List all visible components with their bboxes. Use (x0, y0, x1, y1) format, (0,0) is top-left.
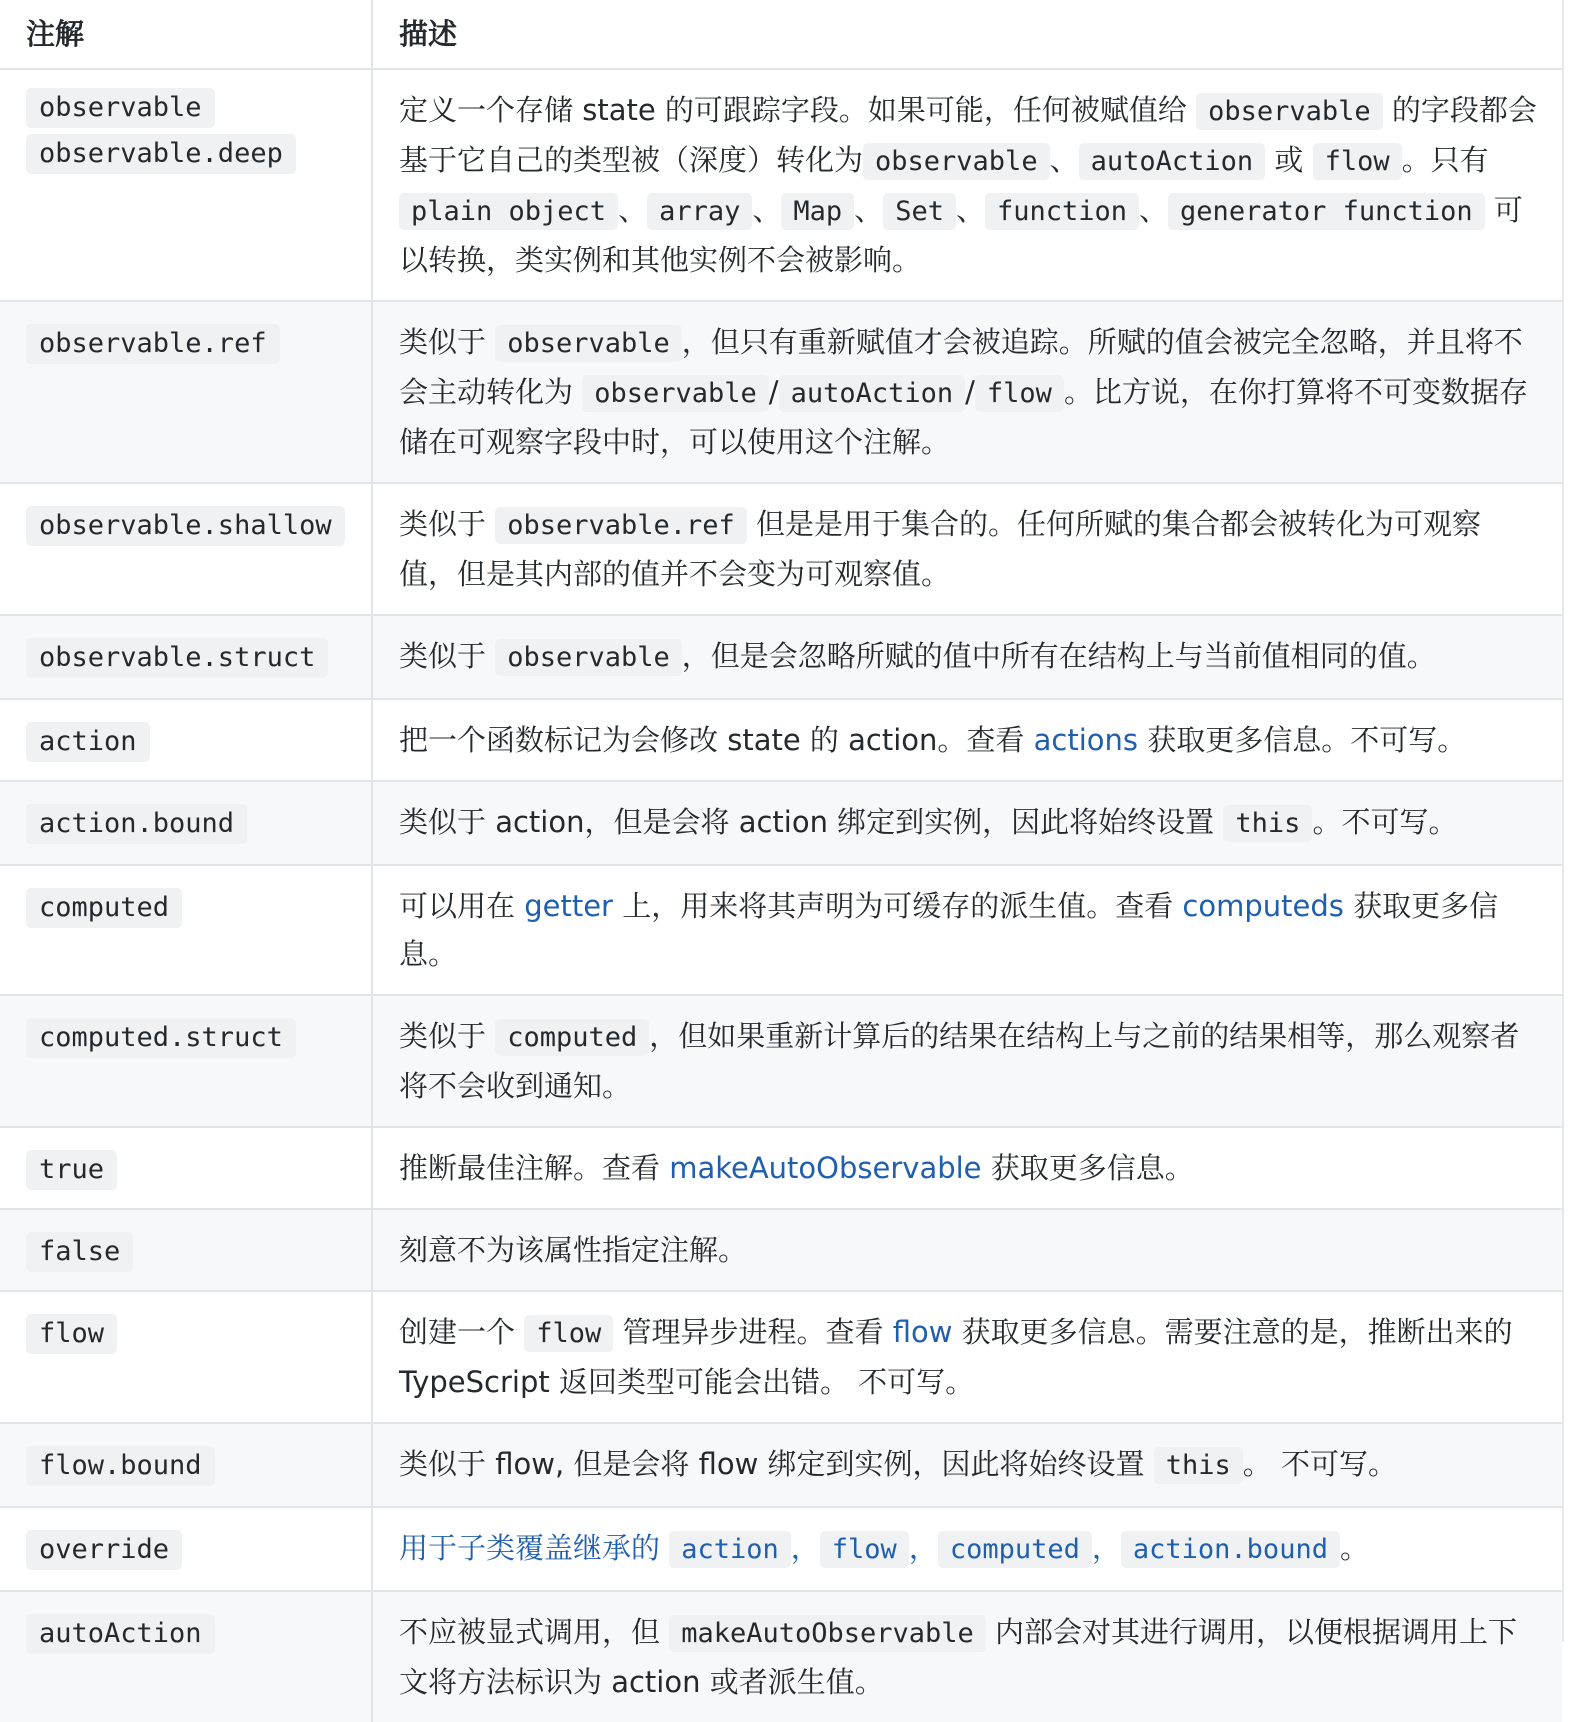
annotation-cell (0, 995, 372, 1127)
annotation-cell (0, 1291, 372, 1423)
inline-code: function (985, 193, 1139, 230)
inline-code: autoAction (1079, 143, 1266, 180)
computeds-link[interactable]: computeds (1182, 889, 1344, 923)
table-row (0, 483, 1562, 615)
desc-text: 可以用在 (399, 889, 525, 923)
description-cell (372, 483, 1562, 615)
table-row (0, 69, 1562, 301)
annotation-code: autoAction (26, 1614, 215, 1654)
table-row (0, 1127, 1562, 1209)
table-row (0, 301, 1562, 483)
annotation-cell (0, 1423, 372, 1507)
desc-text: / (965, 375, 975, 409)
link-text: ， (1091, 1531, 1121, 1565)
desc-text: 不应被显式调用，但 (399, 1615, 670, 1649)
annotation-code: observable (26, 88, 215, 128)
inline-code: Set (883, 193, 956, 230)
inline-code: observable.ref (495, 507, 747, 544)
inline-code: computed (495, 1019, 649, 1056)
flow-link[interactable]: flow (892, 1315, 953, 1349)
annotation-code: false (26, 1232, 133, 1272)
desc-text: / (768, 375, 779, 409)
inline-code: observable (495, 325, 682, 362)
inline-code: autoAction (779, 375, 966, 412)
annotation-cell (0, 865, 372, 995)
override-link[interactable] (399, 1531, 1340, 1565)
desc-text: 内部会对其进行调用，以便根据调用上下文将方法标识为 action 或者派生值。 (399, 1615, 1518, 1699)
desc-text: 、 (854, 193, 884, 227)
desc-text: 推断最佳注解。查看 (399, 1151, 670, 1185)
desc-text: 获取更多信息。 (399, 889, 1499, 971)
desc-text: 的字段都会基于它自己的类型被（深度）转化为 (399, 93, 1537, 177)
inline-code: flow (1313, 143, 1402, 180)
desc-text: 获取更多信息。 (981, 1151, 1194, 1185)
desc-text: 或 (1265, 143, 1313, 177)
desc-text: 创建一个 (399, 1315, 525, 1349)
annotation-cell (0, 1209, 372, 1291)
inline-code: this (1154, 1447, 1243, 1484)
description-cell (372, 1291, 1562, 1423)
table-row (0, 1591, 1562, 1722)
desc-text: 类似于 action，但是会将 action 绑定到实例，因此将始终设置 (399, 805, 1224, 839)
table-row (0, 699, 1562, 781)
annotation-cell (0, 615, 372, 699)
table-row (0, 1291, 1562, 1423)
desc-text: 获取更多信息。需要注意的是，推断出来的 TypeScript 返回类型可能会出错。 不可写。 (399, 1315, 1513, 1399)
makeautoobservable-link[interactable]: makeAutoObservable (669, 1151, 982, 1185)
table-row (0, 615, 1562, 699)
desc-text: 、 (955, 193, 985, 227)
desc-text: 。不可写。 (1312, 805, 1458, 839)
inline-code: observable (863, 143, 1050, 180)
annotation-code: action.bound (26, 804, 247, 844)
desc-text: 类似于 flow, 但是会将 flow 绑定到实例，因此将始终设置 (399, 1447, 1154, 1481)
desc-text: 可以转换，类实例和其他实例不会被影响。 (399, 193, 1523, 277)
table-row (0, 1209, 1562, 1291)
annotation-cell (0, 69, 372, 301)
table-row (0, 995, 1562, 1127)
inline-code: makeAutoObservable (669, 1615, 986, 1652)
desc-text: 。 不可写。 (1242, 1447, 1398, 1481)
table-row (0, 1507, 1562, 1591)
desc-text: 但是是用于集合的。任何所赋的集合都会被转化为可观察值，但是其内部的值并不会变为可观察值。 (399, 507, 1482, 591)
desc-text: 类似于 (399, 325, 496, 359)
header-description: 描述 (399, 17, 458, 51)
annotation-cell (0, 1127, 372, 1209)
desc-text: 、 (1049, 143, 1079, 177)
desc-text: 。只有 (1401, 143, 1489, 177)
description-cell (372, 615, 1562, 699)
desc-text: 类似于 (399, 639, 496, 673)
inline-code: plain object (399, 193, 618, 230)
header-annotation: 注解 (0, 0, 372, 69)
desc-text: 获取更多信息。不可写。 (1137, 723, 1467, 757)
annotation-code: computed.struct (26, 1018, 296, 1058)
desc-text: 刻意不为该属性指定注解。 (399, 1233, 748, 1267)
annotation-code: observable.shallow (26, 506, 345, 546)
inline-code: observable (582, 375, 769, 412)
table-row (0, 1423, 1562, 1507)
description-cell (372, 1423, 1562, 1507)
table-row (0, 865, 1562, 995)
annotation-code: observable.deep (26, 134, 296, 174)
desc-text: ，但只有重新赋值才会被追踪。所赋的值会被完全忽略，并且将不会主动转化为 (399, 325, 1523, 409)
link-text: ， (908, 1531, 938, 1565)
desc-text: 、 (1139, 193, 1169, 227)
description-cell (372, 69, 1562, 301)
desc-text: ，但如果重新计算后的结果在结构上与之前的结果相等，那么观察者将不会收到通知。 (399, 1019, 1520, 1103)
desc-text: 上，用来将其声明为可缓存的派生值。查看 (612, 889, 1183, 923)
description-cell (372, 995, 1562, 1127)
annotation-code: override (26, 1530, 182, 1570)
desc-text: ，但是会忽略所赋的值中所有在结构上与当前值相同的值。 (681, 639, 1436, 673)
description-cell (372, 781, 1562, 865)
annotation-code: computed (26, 888, 182, 928)
desc-text: 、 (752, 193, 782, 227)
annotation-cell (0, 483, 372, 615)
desc-text: 定义一个存储 state 的可跟踪字段。如果可能，任何被赋值给 (399, 93, 1197, 127)
annotation-code: true (26, 1150, 117, 1190)
desc-text: 类似于 (399, 507, 496, 541)
inline-code: observable (495, 639, 682, 676)
desc-text: 管理异步进程。查看 (613, 1315, 893, 1349)
inline-code: Map (781, 193, 854, 230)
annotation-code: flow (26, 1314, 117, 1354)
annotation-code: action (26, 722, 150, 762)
table-header-row (0, 0, 1562, 69)
annotation-cell (0, 1591, 372, 1722)
description-cell (372, 865, 1562, 995)
inline-code: array (647, 193, 752, 230)
annotation-code: observable.ref (26, 324, 280, 364)
description-cell (372, 301, 1562, 483)
getter-link[interactable]: getter (524, 889, 613, 923)
link-text: ， (790, 1531, 820, 1565)
annotation-code: flow.bound (26, 1446, 215, 1486)
annotation-cell (0, 781, 372, 865)
annotation-cell (0, 699, 372, 781)
inline-code: this (1223, 805, 1312, 842)
inline-code: flow (975, 375, 1064, 412)
inline-code: flow (524, 1315, 613, 1352)
desc-text: 。比方说，在你打算将不可变数据存储在可观察字段中时，可以使用这个注解。 (399, 375, 1528, 459)
inline-code: action.bound (1121, 1531, 1340, 1568)
desc-text: 、 (618, 193, 648, 227)
description-cell (372, 699, 1562, 781)
table-row (0, 781, 1562, 865)
annotation-cell (0, 301, 372, 483)
inline-code: flow (820, 1531, 909, 1568)
desc-text: 类似于 (399, 1019, 496, 1053)
inline-code: observable (1196, 93, 1383, 130)
annotation-cell (0, 1507, 372, 1591)
description-cell (372, 1127, 1562, 1209)
description-cell (372, 1507, 1562, 1591)
inline-code: computed (938, 1531, 1092, 1568)
actions-link[interactable]: actions (1033, 723, 1138, 757)
desc-text: 。 (1339, 1531, 1369, 1565)
desc-text: 把一个函数标记为会修改 state 的 action。查看 (399, 723, 1034, 757)
annotation-code: observable.struct (26, 638, 328, 678)
link-text: 用于子类覆盖继承的 (399, 1531, 670, 1565)
description-cell (372, 1591, 1562, 1722)
description-cell (372, 1209, 1562, 1291)
inline-code: generator function (1168, 193, 1485, 230)
inline-code: action (669, 1531, 791, 1568)
